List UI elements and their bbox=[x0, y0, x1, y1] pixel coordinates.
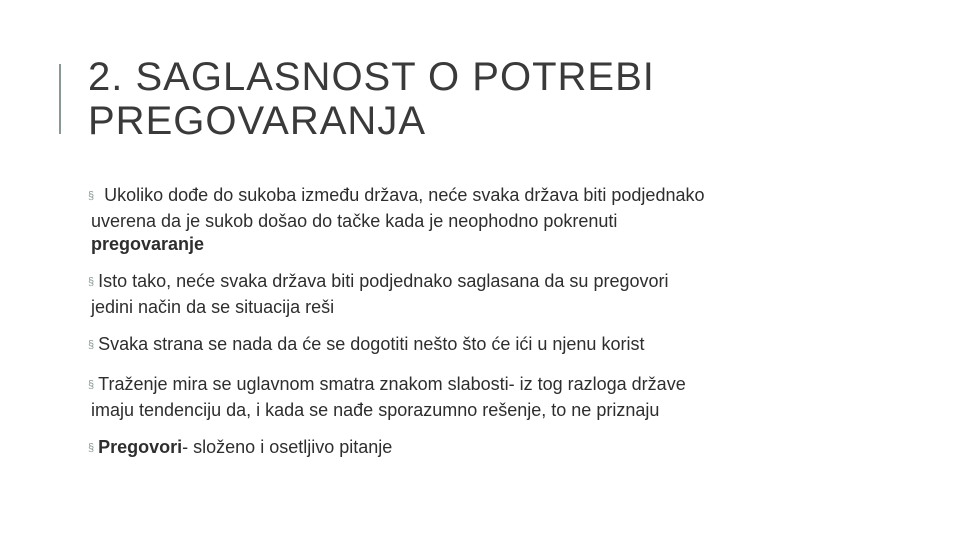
bullet-item-4 bbox=[88, 373, 868, 422]
bullet-2-line-2: jedini način da se situacija reši bbox=[91, 297, 335, 317]
bullet-item-5 bbox=[88, 436, 868, 462]
bullet-5-rest: - složeno i osetljivo pitanje bbox=[182, 437, 393, 457]
bullet-4-line-1: Traženje mira se uglavnom smatra znakom slabosti- iz tog razloga države bbox=[98, 374, 686, 394]
bullet-4-line-2: imaju tendenciju da, i kada se nađe sporazumno rešenje, to ne priznaju bbox=[91, 400, 660, 420]
bullet-marker-icon: § bbox=[88, 442, 95, 454]
slide-title bbox=[88, 55, 928, 143]
bullet-1-line-1: Ukoliko dođe do sukoba između država, neće svaka država biti podjednako bbox=[104, 185, 705, 205]
bullet-2-line-1: Isto tako, neće svaka država biti podjednako saglasana da su pregovori bbox=[98, 271, 669, 291]
bullet-item-2 bbox=[88, 270, 868, 319]
bullet-marker-icon: § bbox=[88, 190, 95, 202]
bullet-1-line-2: uverena da je sukob došao do tačke kada je neophodno pokrenuti bbox=[91, 211, 618, 231]
bullet-list bbox=[88, 184, 868, 476]
bullet-marker-icon: § bbox=[88, 379, 95, 391]
bullet-5-bold: Pregovori bbox=[98, 437, 183, 457]
bullet-item-3 bbox=[88, 333, 868, 359]
bullet-3-line-1: Svaka strana se nada da će se dogotiti nešto što će ići u njenu korist bbox=[98, 334, 645, 354]
bullet-item-1 bbox=[88, 184, 868, 256]
bullet-marker-icon: § bbox=[88, 339, 95, 351]
slide-title-line-2: PREGOVARANJA bbox=[88, 99, 426, 143]
bullet-marker-icon: § bbox=[88, 276, 95, 288]
slide-title-line-1: 2. SAGLASNOST O POTREBI bbox=[88, 55, 655, 99]
title-accent-bar bbox=[59, 64, 61, 134]
bullet-1-line-3: pregovaranje bbox=[91, 234, 205, 254]
